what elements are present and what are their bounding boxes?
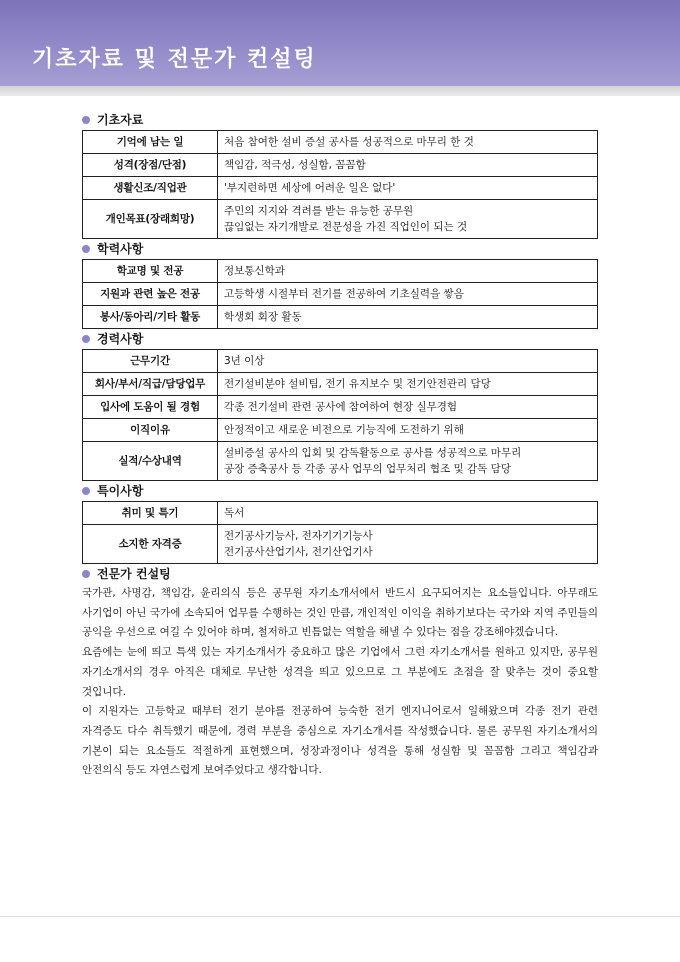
row-label: 회사/부서/직급/담당업무 — [83, 373, 218, 396]
row-value — [218, 373, 598, 396]
value-line: 전기공사기능사, 전자기기기능사 — [224, 530, 373, 542]
row-value — [218, 502, 598, 525]
row-label: 개인목표(장래희망) — [83, 200, 218, 239]
row-label: 학교명 및 전공 — [83, 260, 218, 283]
row-label: 입사에 도움이 될 경험 — [83, 396, 218, 419]
footer-divider — [0, 916, 680, 917]
content — [82, 110, 598, 781]
table-row — [83, 200, 598, 239]
row-label: 지원과 관련 높은 전공 — [83, 283, 218, 306]
table-row — [83, 306, 598, 329]
section-heading-basic — [82, 110, 598, 130]
table-row — [83, 177, 598, 200]
consulting-paragraph: 요즘에는 눈에 띄고 특색 있는 자기소개서가 중요하고 많은 기업에서 그런 자기소개서를 원하고 있지만, 공무원 자기소개서의 경우 아직은 대체로 무난한 성격을 띄고 있으므로 그 부분에도 초점을 잘 맞추는 것이 중요할 것입니다. — [82, 646, 598, 698]
table-basic — [82, 130, 598, 239]
row-value — [218, 419, 598, 442]
section-heading-education — [82, 239, 598, 259]
row-value — [218, 260, 598, 283]
row-value — [218, 131, 598, 154]
page-title: 기초자료 및 전문가 컨설팅 — [32, 47, 317, 72]
table-row — [83, 502, 598, 525]
row-value — [218, 350, 598, 373]
bullet-icon — [82, 245, 90, 253]
table-row — [83, 350, 598, 373]
table-row — [83, 419, 598, 442]
table-row — [83, 396, 598, 419]
bullet-icon — [82, 570, 90, 578]
table-row — [83, 525, 598, 564]
table-career — [82, 349, 598, 481]
table-row — [83, 131, 598, 154]
row-value — [218, 306, 598, 329]
table-education — [82, 259, 598, 329]
section-heading-label: 기초자료 — [97, 113, 144, 127]
value-line: 설비증설 공사의 입회 및 감독활동으로 공사를 성공적으로 마무리 — [224, 447, 522, 459]
consulting-paragraph: 국가관, 사명감, 책임감, 윤리의식 등은 공무원 자기소개서에서 반드시 요구되어지는 요소들입니다. 아무래도 사기업이 아닌 국가에 소속되어 업무를 수행하는 것인 만큼, 개인적인 이익을 취하기보다는 국가와 지역 주민들의 공익을 우선으로 여길 수 있어야 하며, 철저하고 빈틈없는 역할을 해낼 수 있다는 점을 강조해야겠습니다. — [82, 587, 598, 639]
row-value — [218, 525, 598, 564]
value-line: 학생회 회장 활동 — [224, 311, 302, 323]
table-row — [83, 442, 598, 481]
row-label: 기억에 남는 일 — [83, 131, 218, 154]
row-label: 실적/수상내역 — [83, 442, 218, 481]
value-line: 안정적이고 새로운 비전으로 기능직에 도전하기 위해 — [224, 424, 464, 436]
header-divider — [0, 86, 680, 96]
bullet-icon — [82, 487, 90, 495]
value-line: 전기설비분야 설비팀, 전기 유지보수 및 전기안전관리 담당 — [224, 378, 491, 390]
row-label: 봉사/동아리/기타 활동 — [83, 306, 218, 329]
value-line: 고등학생 시절부터 전기를 전공하여 기초실력을 쌓음 — [224, 288, 464, 300]
section-heading-special — [82, 481, 598, 501]
row-value — [218, 177, 598, 200]
consulting-body — [82, 584, 598, 781]
section-heading-career — [82, 329, 598, 349]
value-line: 주민의 지지와 격려를 받는 유능한 공무원 — [224, 205, 414, 217]
section-heading-label: 학력사항 — [97, 242, 144, 256]
row-value — [218, 396, 598, 419]
value-line: 각종 전기설비 관련 공사에 참여하여 현장 실무경험 — [224, 401, 458, 413]
section-heading-label: 경력사항 — [97, 332, 144, 346]
value-line: 끊임없는 자기개발로 전문성을 가진 직업인이 되는 것 — [224, 221, 468, 233]
value-line: 책임감, 적극성, 성실함, 꼼꼼함 — [224, 159, 366, 171]
table-row — [83, 154, 598, 177]
row-label: 이직이유 — [83, 419, 218, 442]
section-heading-consulting — [82, 564, 598, 584]
value-line: 독서 — [224, 507, 245, 519]
row-label: 소지한 자격증 — [83, 525, 218, 564]
value-line: '부지런하면 세상에 어려운 일은 없다' — [224, 182, 396, 194]
row-value — [218, 200, 598, 239]
table-row — [83, 283, 598, 306]
row-label: 근무기간 — [83, 350, 218, 373]
table-special — [82, 501, 598, 564]
row-value — [218, 283, 598, 306]
value-line: 3년 이상 — [224, 355, 265, 367]
table-row — [83, 373, 598, 396]
bullet-icon — [82, 116, 90, 124]
value-line: 정보통신학과 — [224, 265, 285, 277]
row-value — [218, 442, 598, 481]
bullet-icon — [82, 335, 90, 343]
section-heading-label: 전문가 컨설팅 — [97, 567, 171, 581]
row-label: 생활신조/직업관 — [83, 177, 218, 200]
value-line: 공장 증축공사 등 각종 공사 업무의 업무처리 협조 및 감독 담당 — [224, 463, 511, 475]
row-value — [218, 154, 598, 177]
row-label: 성격(장점/단점) — [83, 154, 218, 177]
row-label: 취미 및 특기 — [83, 502, 218, 525]
consulting-paragraph: 이 지원자는 고등학교 때부터 전기 분야를 전공하여 능숙한 전기 엔지니어로서 일해왔으며 각종 전기 관련 자격증도 다수 취득했기 때문에, 경력 부분을 중심으로 자기소개서를 작성했습니다. 물론 공무원 자기소개서의 기본이 되는 요소들도 적절하게 표현했으며, 성장과정이나 성격을 통해 성실함 및 꼼꼼함 그리고 책임감과 안전의식 등도 자연스럽게 보여주었다고 생각합니다. — [82, 705, 598, 777]
value-line: 처음 참여한 설비 증설 공사를 성공적으로 마무리 한 것 — [224, 136, 474, 148]
value-line: 전기공사산업기사, 전기산업기사 — [224, 546, 373, 558]
table-row — [83, 260, 598, 283]
section-heading-label: 특이사항 — [97, 484, 144, 498]
